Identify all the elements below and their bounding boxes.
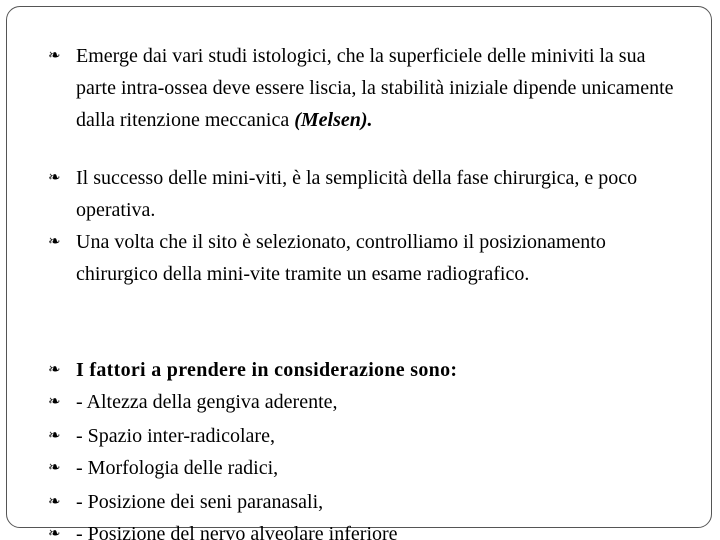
fleuron-bullet-icon: ❧ — [48, 494, 61, 510]
bullet-text: Emerge dai vari studi istologici, che la superficiele delle miniviti la sua parte intra-ossea deve essere liscia, la stabilità iniziale dipende unicamente dalla ritenzione meccanica (Melsen). — [76, 45, 674, 131]
fleuron-bullet-icon: ❧ — [48, 428, 61, 444]
bullet-item — [48, 452, 688, 484]
bullet-item — [48, 420, 688, 452]
bullet-item — [48, 226, 688, 290]
bullet-item — [48, 386, 688, 418]
fleuron-bullet-icon: ❧ — [48, 362, 61, 378]
bullet-text: Una volta che il sito è selezionato, controlliamo il posizionamento chirurgico della mini-vite tramite un esame radiografico. — [76, 231, 606, 285]
fleuron-bullet-icon: ❧ — [48, 394, 61, 410]
bullet-item — [48, 518, 688, 540]
citation-emphasis: (Melsen). — [294, 109, 373, 131]
bullet-item — [48, 162, 688, 226]
bullet-text: - Posizione dei seni paranasali, — [76, 491, 324, 513]
bullet-text: Il successo delle mini-viti, è la semplicità della fase chirurgica, e poco operativa. — [76, 167, 638, 221]
bullet-item-heading — [48, 354, 688, 386]
bullet-item — [48, 486, 688, 518]
bullet-text: - Altezza della gengiva aderente, — [76, 391, 338, 413]
bullet-text: - Posizione del nervo alveolare inferiore — [76, 523, 398, 540]
fleuron-bullet-icon: ❧ — [48, 48, 61, 64]
bullet-text: - Spazio inter-radicolare, — [76, 425, 275, 447]
fleuron-bullet-icon: ❧ — [48, 526, 61, 540]
fleuron-bullet-icon: ❧ — [48, 460, 61, 476]
bullet-text: I fattori a prendere in considerazione sono: — [76, 359, 458, 381]
bullet-text: - Morfologia delle radici, — [76, 457, 279, 479]
fleuron-bullet-icon: ❧ — [48, 234, 61, 250]
bullet-item — [48, 40, 688, 136]
fleuron-bullet-icon: ❧ — [48, 170, 61, 186]
